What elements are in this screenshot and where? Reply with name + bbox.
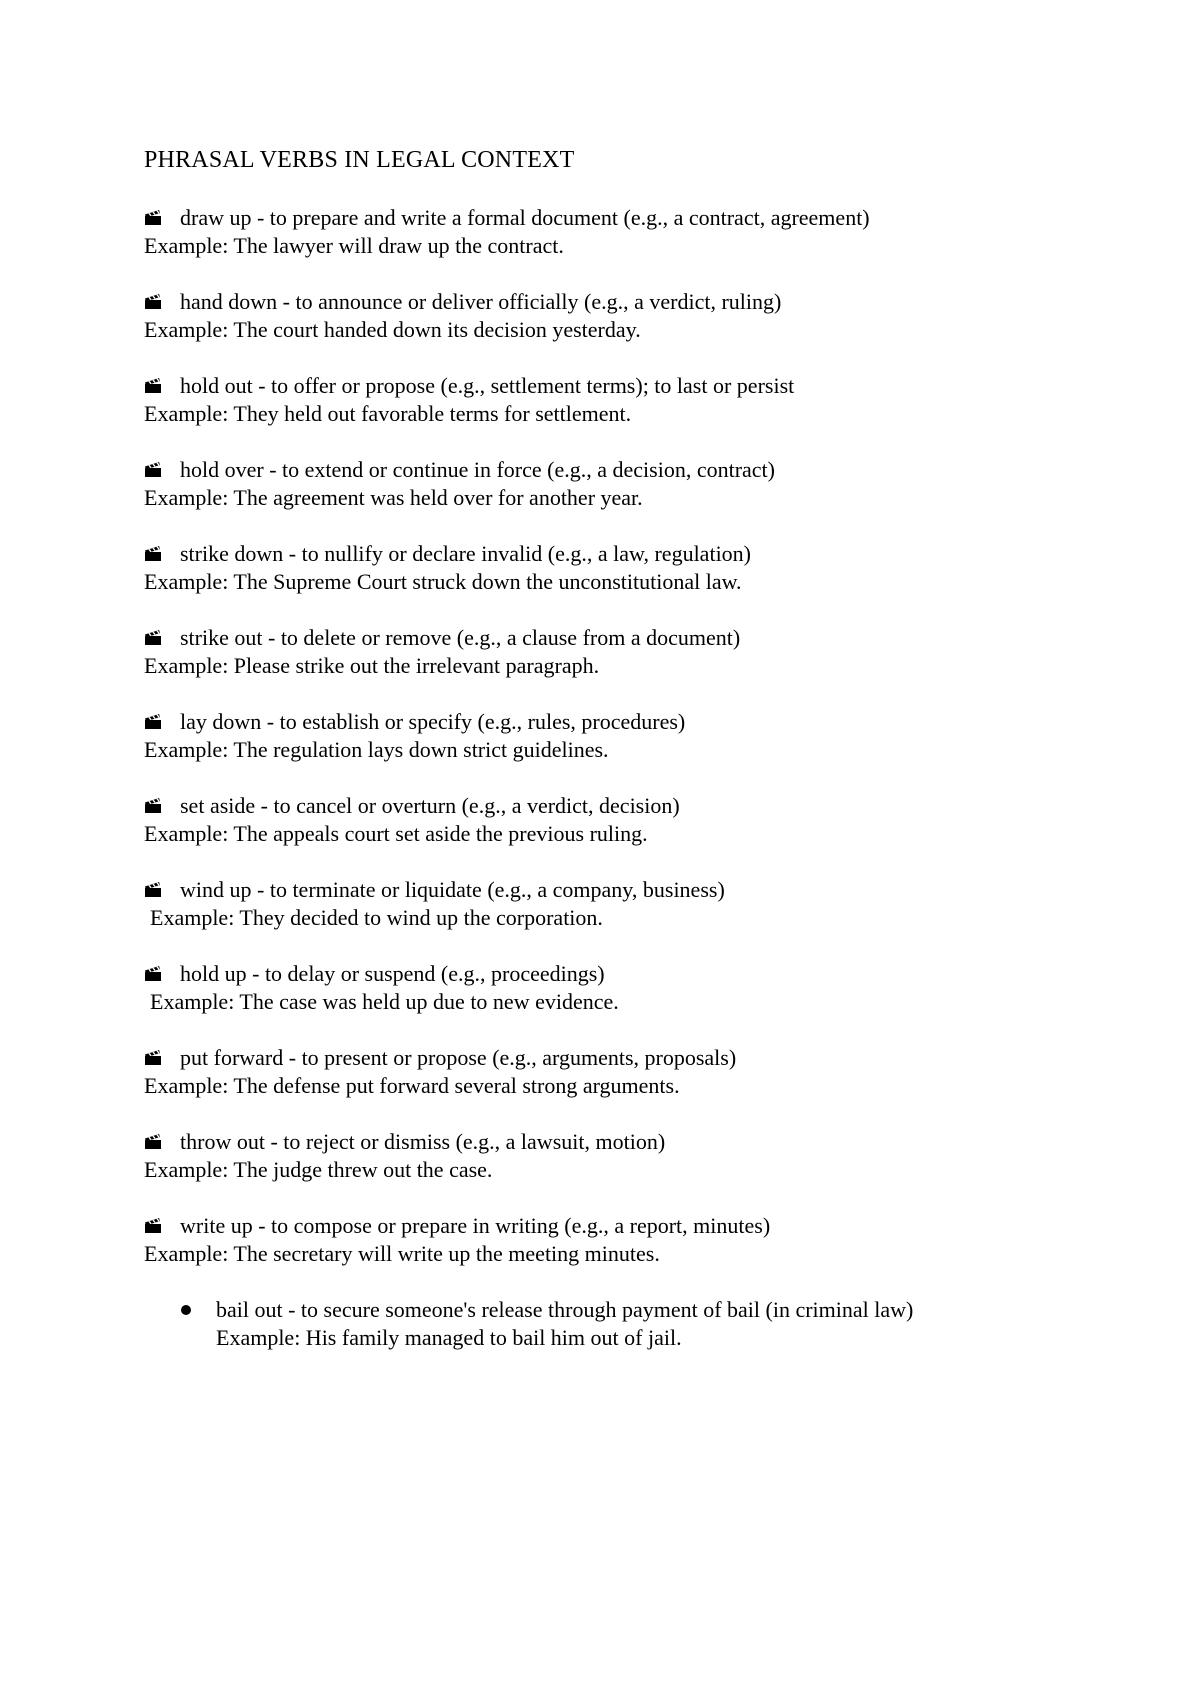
- entry-definition: lay down - to establish or specify (e.g., rules, procedures): [180, 709, 686, 734]
- list-item: [144, 288, 1144, 372]
- entry-example: Example: Please strike out the irrelevant paragraph.: [144, 653, 600, 678]
- clapperboard-icon: [144, 1133, 162, 1151]
- bullet-definition: bail out - to secure someone's release through payment of bail (in criminal law): [216, 1297, 914, 1322]
- list-item: [144, 540, 1144, 624]
- list-item: [144, 876, 1144, 960]
- clapperboard-icon: [144, 377, 162, 395]
- page-title: PHRASAL VERBS IN LEGAL CONTEXT: [144, 147, 575, 173]
- clapperboard-icon: [144, 461, 162, 479]
- clapperboard-icon: [144, 881, 162, 899]
- list-item: [144, 708, 1144, 792]
- list-item: [144, 1212, 1144, 1296]
- entry-example: Example: The judge threw out the case.: [144, 1157, 493, 1182]
- clapperboard-icon: [144, 1049, 162, 1067]
- entry-example: Example: The agreement was held over for another year.: [144, 485, 643, 510]
- list-item: [144, 204, 1144, 288]
- clapperboard-icon: [144, 293, 162, 311]
- clapperboard-icon: [144, 713, 162, 731]
- entry-definition: strike out - to delete or remove (e.g., a clause from a document): [180, 625, 741, 650]
- phrasal-verb-list: [144, 204, 1144, 1296]
- entry-example: Example: They decided to wind up the corporation.: [150, 905, 603, 930]
- entry-definition: hold over - to extend or continue in force (e.g., a decision, contract): [180, 457, 775, 482]
- bullet-icon: [181, 1305, 191, 1315]
- list-item: [144, 1296, 1144, 1352]
- entry-definition: strike down - to nullify or declare invalid (e.g., a law, regulation): [180, 541, 752, 566]
- list-item: [144, 372, 1144, 456]
- entry-definition: hand down - to announce or deliver officially (e.g., a verdict, ruling): [180, 289, 782, 314]
- entry-definition: draw up - to prepare and write a formal document (e.g., a contract, agreement): [180, 205, 870, 230]
- clapperboard-icon: [144, 1217, 162, 1235]
- entry-example: Example: They held out favorable terms for settlement.: [144, 401, 632, 426]
- entry-example: Example: The court handed down its decision yesterday.: [144, 317, 641, 342]
- entry-definition: wind up - to terminate or liquidate (e.g., a company, business): [180, 877, 725, 902]
- clapperboard-icon: [144, 209, 162, 227]
- entry-example: Example: The Supreme Court struck down the unconstitutional law.: [144, 569, 742, 594]
- clapperboard-icon: [144, 629, 162, 647]
- list-item: [144, 960, 1144, 1044]
- clapperboard-icon: [144, 545, 162, 563]
- entry-definition: hold out - to offer or propose (e.g., settlement terms); to last or persist: [180, 373, 795, 398]
- entry-definition: hold up - to delay or suspend (e.g., proceedings): [180, 961, 605, 986]
- entry-example: Example: The secretary will write up the meeting minutes.: [144, 1241, 660, 1266]
- entry-example: Example: The regulation lays down strict guidelines.: [144, 737, 609, 762]
- clapperboard-icon: [144, 965, 162, 983]
- list-item: [144, 1044, 1144, 1128]
- entry-definition: throw out - to reject or dismiss (e.g., a lawsuit, motion): [180, 1129, 666, 1154]
- entry-definition: set aside - to cancel or overturn (e.g., a verdict, decision): [180, 793, 680, 818]
- list-item: [144, 792, 1144, 876]
- clapperboard-icon: [144, 797, 162, 815]
- entry-example: Example: The appeals court set aside the previous ruling.: [144, 821, 648, 846]
- entry-example: Example: The case was held up due to new evidence.: [150, 989, 619, 1014]
- list-item: [144, 456, 1144, 540]
- entry-example: Example: The lawyer will draw up the contract.: [144, 233, 564, 258]
- entry-example: Example: The defense put forward several strong arguments.: [144, 1073, 680, 1098]
- entry-definition: write up - to compose or prepare in writing (e.g., a report, minutes): [180, 1213, 771, 1238]
- bullet-list: [144, 1296, 1144, 1352]
- entry-definition: put forward - to present or propose (e.g., arguments, proposals): [180, 1045, 737, 1070]
- list-item: [144, 1128, 1144, 1212]
- list-item: [144, 624, 1144, 708]
- bullet-example: Example: His family managed to bail him out of jail.: [216, 1325, 682, 1350]
